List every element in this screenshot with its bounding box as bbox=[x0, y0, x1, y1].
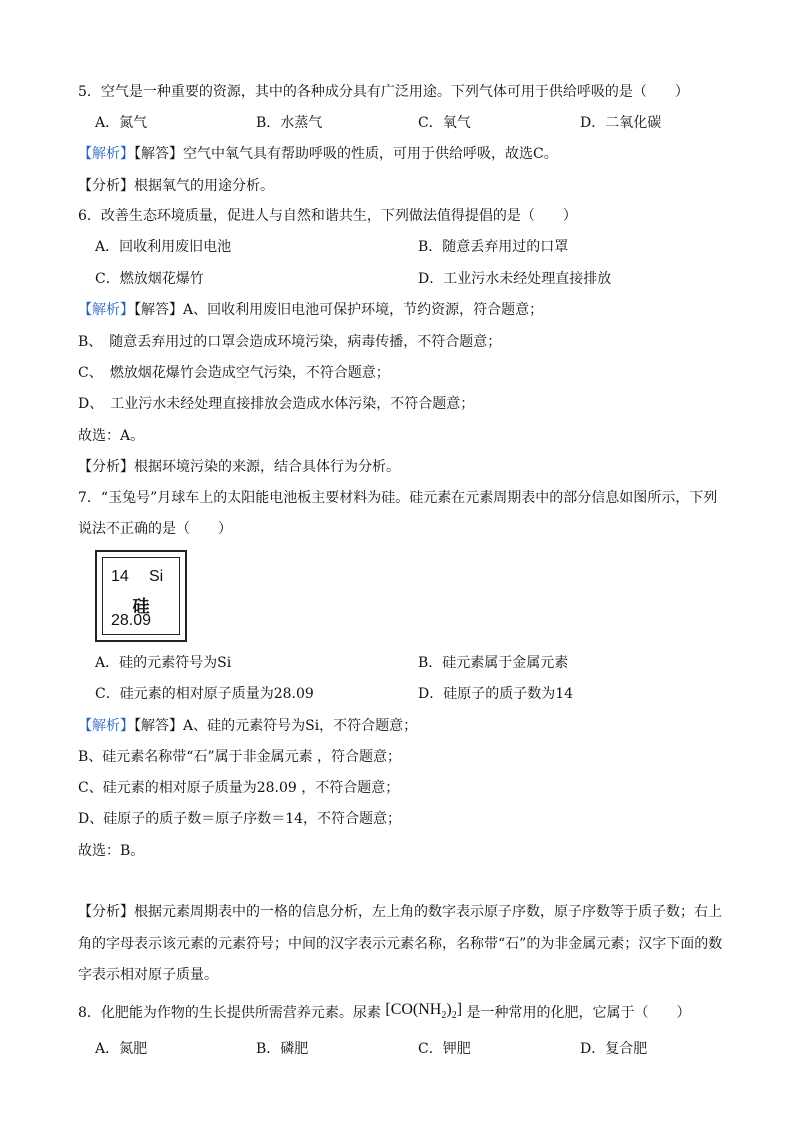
urea-formula: $[CO(NH_2)_2]$ bbox=[385, 1001, 463, 1022]
q6-option-c: C．燃放烟花爆竹 bbox=[95, 271, 204, 287]
q6-option-d: D．工业污水未经处理直接排放 bbox=[418, 271, 612, 287]
q8-option-c: C．钾肥 bbox=[418, 1041, 471, 1057]
q6-stem: 6．改善生态环境质量，促进人与自然和谐共生，下列做法值得提倡的是（ ） bbox=[78, 208, 577, 224]
q5-option-a: A．氮气 bbox=[95, 115, 148, 131]
q8-option-b: B．磷肥 bbox=[256, 1041, 309, 1057]
q6-line-d: D、 工业污水未经处理直接排放会造成水体污染，不符合题意； bbox=[78, 396, 475, 412]
q6-answer: 故选：A。 bbox=[78, 428, 145, 444]
element-name: 硅 bbox=[132, 597, 150, 617]
q7-line-d: D、硅原子的质子数＝原子序数＝14，不符合题意； bbox=[78, 811, 402, 827]
q7-answer: 故选：B。 bbox=[78, 843, 145, 859]
q5-explanation bbox=[78, 144, 558, 164]
q7-option-d: D．硅原子的质子数为14 bbox=[418, 686, 574, 702]
q6-option-a: A．回收利用废旧电池 bbox=[95, 239, 232, 255]
q7-line-c: C、硅元素的相对原子质量为28.09 ，不符合题意； bbox=[78, 780, 400, 796]
q5-stem: 5．空气是一种重要的资源，其中的各种成分具有广泛用途。下列气体可用于供给呼吸的是（ ） bbox=[78, 84, 689, 100]
element-card-inner-border bbox=[102, 557, 180, 635]
q7-stem-line2: 说法不正确的是（ ） bbox=[78, 521, 232, 537]
q5-analysis: 【分析】根据氧气的用途分析。 bbox=[78, 178, 274, 194]
element-atomic-mass: 28.09 bbox=[111, 612, 152, 629]
q8-option-a: A．氮肥 bbox=[95, 1041, 148, 1057]
element-atomic-number: 14 bbox=[111, 568, 129, 585]
q7-option-a: A．硅的元素符号为Si bbox=[95, 655, 232, 671]
q6-answer-text: 【解答】A、回收利用废旧电池可保护环境，节约资源，符合题意； bbox=[134, 302, 544, 318]
q7-option-c: C．硅元素的相对原子质量为28.09 bbox=[95, 686, 314, 702]
q5-option-c: C．氧气 bbox=[418, 115, 471, 131]
q7-analysis-line1: 【分析】根据元素周期表中的一格的信息分析，左上角的数字表示原子序数，原子序数等于质子数；右上 bbox=[78, 904, 722, 920]
q7-analysis-line3: 字表示相对原子质量。 bbox=[78, 967, 218, 983]
q7-answer-text: 【解答】A、硅的元素符号为Si，不符合题意； bbox=[134, 718, 418, 734]
q6-line-c: C、 燃放烟花爆竹会造成空气污染，不符合题意； bbox=[78, 365, 390, 381]
q6-option-b: B．随意丢弃用过的口罩 bbox=[418, 239, 569, 255]
jiexi-tag: 【解析】 bbox=[78, 302, 134, 318]
q6-analysis: 【分析】根据环境污染的来源，结合具体行为分析。 bbox=[78, 459, 400, 475]
q7-analysis-line2: 角的字母表示该元素的元素符号；中间的汉字表示元素名称，名称带“石”的为非金属元素；汉字下面的数 bbox=[78, 936, 723, 952]
q6-line-b: B、 随意丢弃用过的口罩会造成环境污染，病毒传播，不符合题意； bbox=[78, 334, 502, 350]
q5-option-b: B．水蒸气 bbox=[256, 115, 323, 131]
q8-stem bbox=[78, 1000, 690, 1026]
jiexi-tag: 【解析】 bbox=[78, 146, 134, 162]
q8-stem-post: 是一种常用的化肥，它属于（ ） bbox=[466, 1005, 691, 1022]
jiexi-tag: 【解析】 bbox=[78, 718, 134, 734]
q6-explanation bbox=[78, 300, 543, 320]
element-symbol: Si bbox=[149, 568, 164, 585]
q8-option-d: D．复合肥 bbox=[580, 1041, 648, 1057]
element-card-silicon bbox=[95, 550, 187, 642]
q7-stem-line1: 7．“玉兔号”月球车上的太阳能电池板主要材料为硅。硅元素在元素周期表中的部分信息如图所示，下列 bbox=[78, 490, 718, 506]
q7-line-b: B、硅元素名称带“石”属于非金属元素 ，符合题意； bbox=[78, 749, 402, 765]
q7-option-b: B．硅元素属于金属元素 bbox=[418, 655, 569, 671]
q7-explanation bbox=[78, 716, 417, 736]
q8-stem-pre: 8．化肥能为作物的生长提供所需营养元素。尿素 bbox=[78, 1005, 381, 1022]
q5-answer-text: 【解答】空气中氧气具有帮助呼吸的性质，可用于供给呼吸，故选C。 bbox=[134, 146, 558, 162]
q5-option-d: D．二氧化碳 bbox=[580, 115, 662, 131]
